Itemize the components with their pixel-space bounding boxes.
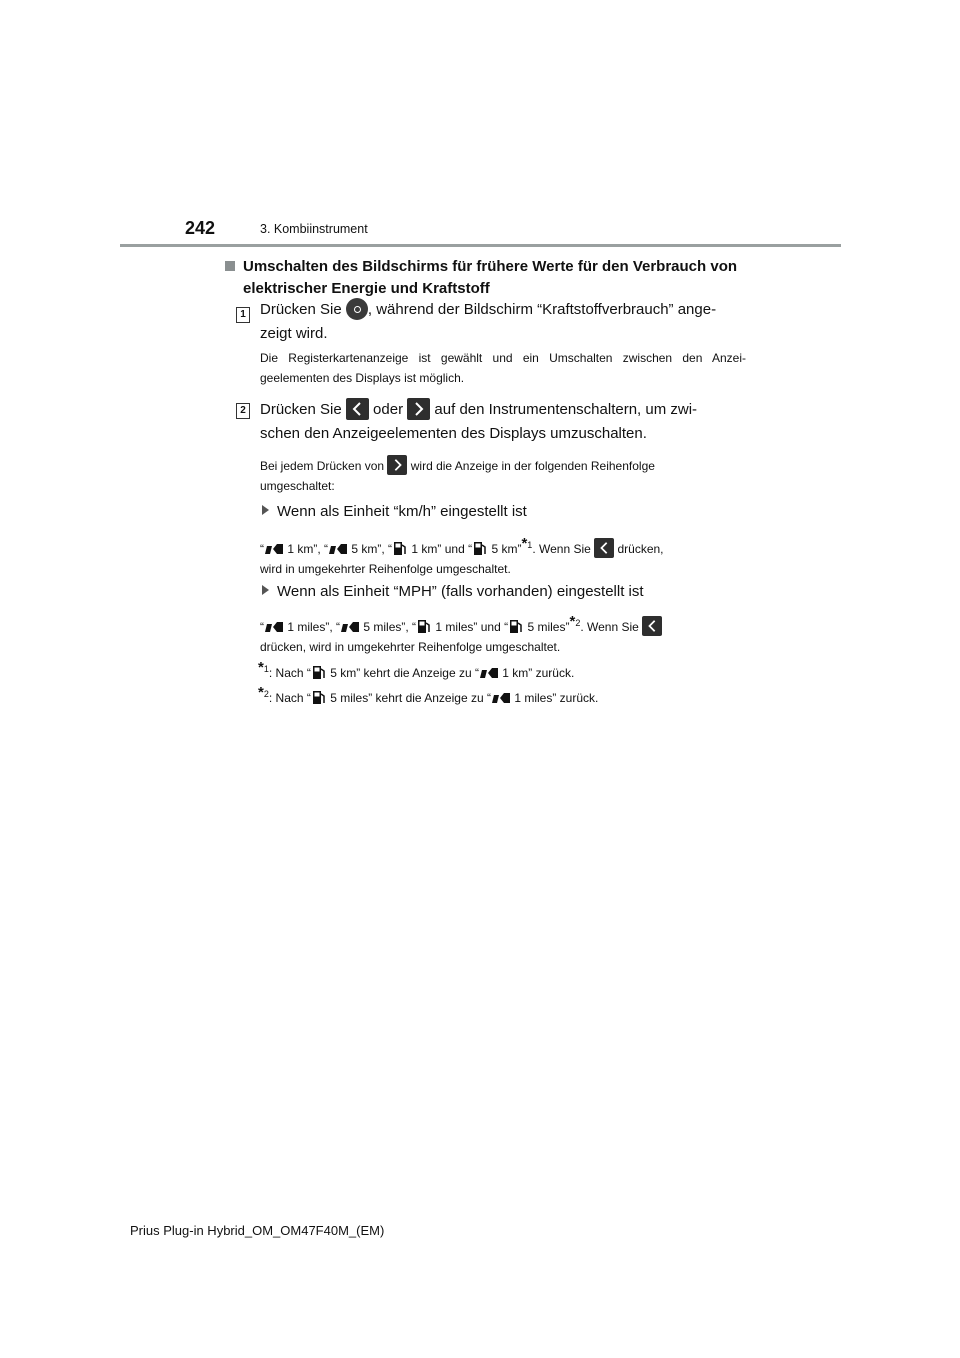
section-title: 3. Kombiinstrument (260, 222, 368, 236)
square-bullet-icon (225, 261, 235, 271)
ev-plug-icon (340, 620, 360, 634)
chevron-left-icon (594, 538, 614, 558)
page-number: 242 (185, 218, 216, 238)
subsection-heading (225, 256, 747, 300)
kmh-subheading: Wenn als Einheit “km/h” eingestellt ist (262, 500, 748, 524)
mph-subheading: Wenn als Einheit “MPH” (falls vorhanden) eingestellt ist (262, 580, 748, 604)
kmh-sequence: “ 1 km”, “ 5 km”, “ 1 km” und “ 5 km”$^{*1}$. Wenn Sie drücken, wird in umgekehrter Reihenfolge umgeschaltet. (260, 535, 664, 576)
step2-text: Drücken Sie oder auf den Instrumentenschaltern, um zwi- schen den Anzeigeelementen des Displays umzuschalten. (260, 398, 746, 446)
footnote-1: $^{*1}$: Nach “ 5 km” kehrt die Anzeige zu “ 1 km” zurück. (258, 659, 575, 680)
step1-note: Die Registerkartenanzeige ist gewählt und ein Umschalten zwischen den Anzei-geelementen des Displays ist möglich. (260, 351, 746, 385)
header-divider (120, 244, 841, 247)
chevron-left-icon (642, 616, 662, 636)
triangle-bullet-icon (262, 505, 269, 515)
chevron-left-icon (346, 398, 369, 420)
fuel-pump-icon (311, 663, 327, 681)
chevron-right-icon (387, 455, 407, 475)
step2-note: Bei jedem Drücken von wird die Anzeige in der folgenden Reihenfolge umgeschaltet: (260, 455, 746, 496)
ev-plug-icon (264, 620, 284, 634)
round-button-icon (346, 298, 368, 320)
fuel-pump-icon (472, 539, 488, 557)
step1-text: Drücken Sie , während der Bildschirm “Kraftstoffverbrauch” ange- zeigt wird. (260, 298, 746, 346)
ev-plug-icon (328, 542, 348, 556)
step-number-1: 1 (236, 307, 250, 323)
triangle-bullet-icon (262, 585, 269, 595)
fuel-pump-icon (508, 617, 524, 635)
chevron-right-icon (407, 398, 430, 420)
step-number-2: 2 (236, 403, 250, 419)
heading-text: Umschalten des Bildschirms für frühere Werte für den Verbrauch von elektrischer Energie und Kraftstoff (243, 258, 738, 297)
ev-plug-icon (264, 542, 284, 556)
footnote-2: $^{*2}$: Nach “ 5 miles” kehrt die Anzeige zu “ 1 miles” zurück. (258, 684, 599, 705)
mph-sequence: “ 1 miles”, “ 5 miles”, “ 1 miles” und “ 5 miles”$^{*2}$. Wenn Sie drücken, wird in umgekehrter Reihenfolge umgeschaltet. (260, 612, 746, 657)
fuel-pump-icon (416, 617, 432, 635)
ev-plug-icon (491, 691, 511, 705)
document-footer: Prius Plug-in Hybrid_OM_OM47F40M_(EM) (130, 1223, 385, 1238)
ev-plug-icon (479, 666, 499, 680)
fuel-pump-icon (392, 539, 408, 557)
fuel-pump-icon (311, 688, 327, 706)
